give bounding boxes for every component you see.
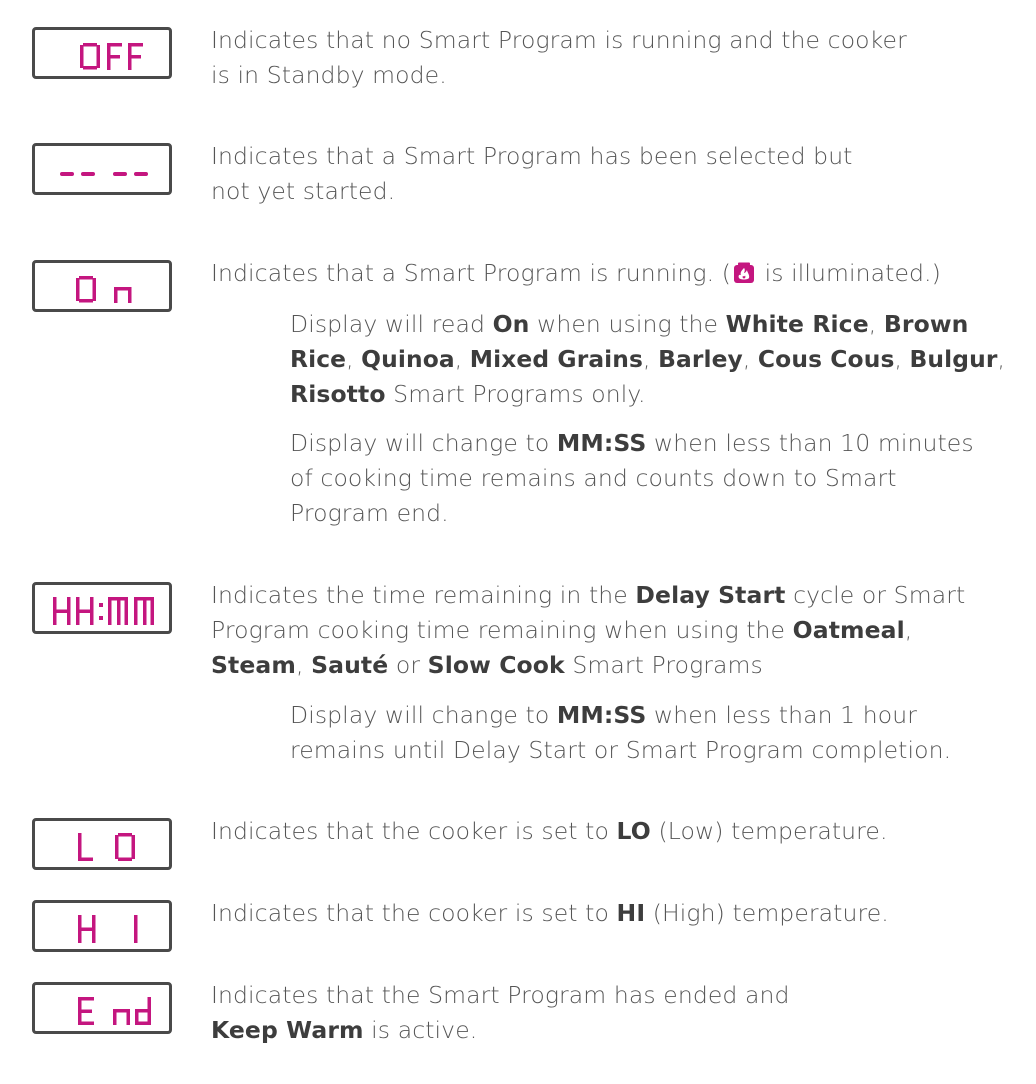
text-line <box>290 342 1005 377</box>
bold-term: Delay Start <box>635 581 786 609</box>
display-hi-glyphs <box>35 903 175 955</box>
bold-term: Slow Cook <box>427 651 565 679</box>
smart-program-icon <box>733 262 755 284</box>
text-segment: , <box>295 651 312 679</box>
bold-term: Mixed Grains <box>469 345 644 373</box>
on-detail-programs <box>290 307 1009 412</box>
bold-term: Quinoa <box>361 345 455 373</box>
display-hhmm-glyphs <box>35 585 175 637</box>
text-segment: , <box>894 345 910 373</box>
text-segment: Indicates the time remaining in the <box>211 581 636 609</box>
text-segment: when using the <box>529 310 726 338</box>
display-end-glyphs <box>35 985 175 1037</box>
bold-term: Keep Warm <box>211 1016 364 1044</box>
text-line <box>211 578 965 613</box>
text-segment: is illuminated.) <box>757 259 941 287</box>
bold-term: On <box>492 310 530 338</box>
text-line <box>211 814 888 849</box>
text-line <box>290 377 646 412</box>
text-line <box>211 613 912 648</box>
text-line <box>211 256 941 291</box>
text-segment: Display will change to <box>290 701 557 729</box>
bold-term: Brown <box>883 310 969 338</box>
display-hh-mm <box>32 582 172 634</box>
bold-term: LO <box>616 817 651 845</box>
text-segment: cycle or Smart <box>785 581 966 609</box>
text-segment: when less than 1 hour <box>646 701 918 729</box>
selected-description <box>211 139 853 209</box>
text-segment: , <box>868 310 884 338</box>
display-selected <box>32 143 172 195</box>
off-description <box>211 23 907 93</box>
text-line <box>211 1013 477 1048</box>
bold-term: Oatmeal <box>792 616 905 644</box>
text-segment: , <box>643 345 659 373</box>
bold-term: Cous Cous <box>757 345 895 373</box>
text-line: of cooking time remains and counts down to Smart <box>290 464 897 492</box>
text-line: Program end. <box>290 499 449 527</box>
display-dashes-glyphs <box>35 146 175 198</box>
text-segment: Indicates that a Smart Program is running. ( <box>211 259 732 287</box>
end-description <box>211 978 790 1048</box>
bold-term: Sauté <box>311 651 389 679</box>
text-line: Indicates that the Smart Program has ended and <box>211 981 790 1009</box>
bold-term: Rice <box>290 345 347 373</box>
bold-term: HI <box>616 899 646 927</box>
display-lo <box>32 818 172 870</box>
bold-term: White Rice <box>725 310 869 338</box>
display-on-glyphs <box>35 263 175 315</box>
display-on <box>32 260 172 312</box>
display-off-glyphs <box>35 30 175 82</box>
text-line: remains until Delay Start or Smart Program completion. <box>290 736 952 764</box>
on-description <box>211 256 941 291</box>
text-line <box>290 426 974 461</box>
text-segment: Display will read <box>290 310 493 338</box>
text-segment: (Low) temperature. <box>650 817 888 845</box>
bold-term: MM:SS <box>556 701 647 729</box>
text-line <box>211 648 763 683</box>
text-line <box>290 307 969 342</box>
hhmm-detail <box>290 698 951 768</box>
text-line <box>211 896 889 931</box>
text-segment: , <box>997 345 1005 373</box>
bold-term: Bulgur <box>909 345 998 373</box>
bold-term: Steam <box>211 651 296 679</box>
text-segment: , <box>742 345 758 373</box>
text-segment: Display will change to <box>290 429 557 457</box>
text-segment: or <box>388 651 428 679</box>
hi-description <box>211 896 889 931</box>
bold-term: Risotto <box>290 380 386 408</box>
bold-term: MM:SS <box>556 429 647 457</box>
text-segment: (High) temperature. <box>645 899 889 927</box>
text-line: Indicates that no Smart Program is running and the cooker <box>211 26 907 54</box>
text-segment: Smart Programs only. <box>385 380 646 408</box>
text-segment: Smart Programs <box>564 651 763 679</box>
hhmm-description <box>211 578 965 683</box>
text-segment: Program cooking time remaining when using the <box>211 616 793 644</box>
text-segment: , <box>904 616 913 644</box>
text-line <box>290 698 917 733</box>
display-hi <box>32 900 172 952</box>
display-lo-glyphs <box>35 821 175 873</box>
bold-term: Barley <box>658 345 743 373</box>
on-detail-countdown <box>290 426 974 531</box>
text-segment: , <box>454 345 470 373</box>
text-line: is in Standby mode. <box>211 61 447 89</box>
text-segment: Indicates that the cooker is set to <box>211 899 617 927</box>
text-line: not yet started. <box>211 177 396 205</box>
text-segment: , <box>346 345 362 373</box>
text-segment: is active. <box>363 1016 478 1044</box>
display-off <box>32 27 172 79</box>
text-segment: Indicates that the cooker is set to <box>211 817 617 845</box>
text-segment: when less than 10 minutes <box>646 429 974 457</box>
lo-description <box>211 814 888 849</box>
text-line: Indicates that a Smart Program has been selected but <box>211 142 853 170</box>
display-end <box>32 982 172 1034</box>
